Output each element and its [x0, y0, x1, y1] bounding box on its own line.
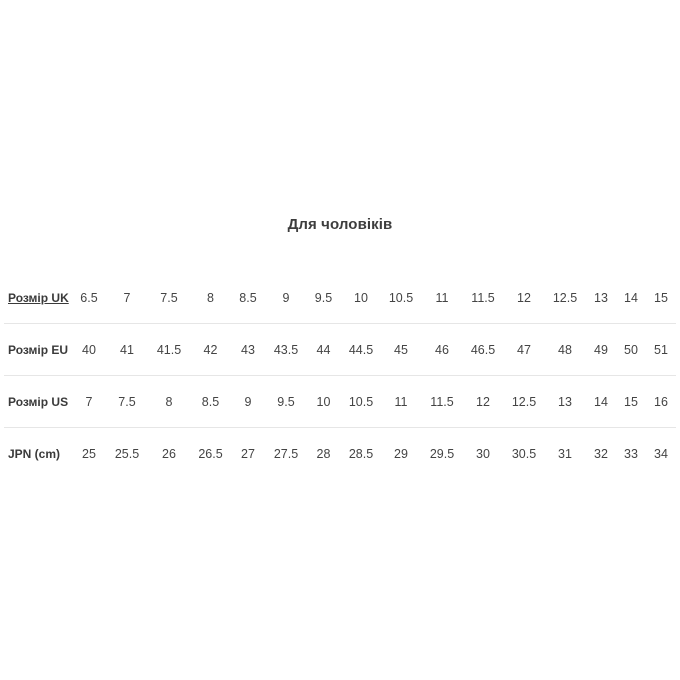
- table-cell: 44.5: [342, 324, 380, 376]
- table-cell: 49: [586, 324, 616, 376]
- table-cell: 12: [517, 290, 531, 305]
- table-cell: 34: [646, 428, 676, 480]
- table-cell: 10: [354, 290, 368, 305]
- table-cell: 12: [462, 376, 504, 428]
- table-cell: 11: [435, 290, 449, 305]
- table-cell: 12.5: [504, 376, 544, 428]
- table-cell: 47: [504, 324, 544, 376]
- table-cell: 16: [646, 376, 676, 428]
- table-cell: 51: [646, 324, 676, 376]
- table-cell: 27: [229, 428, 267, 480]
- table-row-eu: [4, 324, 676, 376]
- table-cell: 29.5: [422, 428, 462, 480]
- table-row-jpn: [4, 428, 676, 480]
- table-cell: 8: [146, 376, 192, 428]
- table-cell: 42: [192, 324, 229, 376]
- table-cell: 7: [123, 290, 131, 305]
- table-cell: 13: [594, 290, 608, 305]
- row-label-us: Розмір US: [4, 376, 70, 428]
- table-cell: 12.5: [552, 290, 578, 305]
- table-cell: 50: [616, 324, 646, 376]
- table-cell: 46: [422, 324, 462, 376]
- table-cell: 28.5: [342, 428, 380, 480]
- table-cell: 48: [544, 324, 586, 376]
- table-cell: 44: [305, 324, 342, 376]
- row-label-jpn: JPN (cm): [4, 428, 70, 480]
- table-cell: 7.5: [160, 290, 178, 305]
- table-cell: 14: [586, 376, 616, 428]
- table-cell: 26.5: [192, 428, 229, 480]
- table-cell: 41.5: [146, 324, 192, 376]
- table-cell: 27.5: [267, 428, 305, 480]
- table-cell: 9: [229, 376, 267, 428]
- table-cell: 46.5: [462, 324, 504, 376]
- table-cell: 43: [229, 324, 267, 376]
- table-cell: 9.5: [267, 376, 305, 428]
- table-cell: 43.5: [267, 324, 305, 376]
- table-cell: 11.5: [422, 376, 462, 428]
- table-cell: 10: [305, 376, 342, 428]
- table-cell: 41: [108, 324, 146, 376]
- table-cell: 45: [380, 324, 422, 376]
- table-cell: 8.5: [239, 290, 257, 305]
- table-cell: 15: [616, 376, 646, 428]
- table-cell: 15: [654, 290, 668, 305]
- page-title: Для чоловіків: [287, 216, 393, 233]
- table-cell: 30: [462, 428, 504, 480]
- table-cell: 13: [544, 376, 586, 428]
- table-cell: 11.5: [471, 290, 495, 305]
- table-cell: 30.5: [504, 428, 544, 480]
- table-cell: 10.5: [388, 290, 414, 305]
- table-cell: 14: [624, 290, 638, 305]
- table-cell: 25.5: [108, 428, 146, 480]
- table-cell: 10.5: [342, 376, 380, 428]
- table-cell: 29: [380, 428, 422, 480]
- table-row-us: [4, 376, 676, 428]
- size-chart-table: [4, 272, 676, 479]
- row-label-eu: Розмір EU: [4, 324, 70, 376]
- table-cell: 8.5: [192, 376, 229, 428]
- table-cell: 11: [380, 376, 422, 428]
- table-cell: 33: [616, 428, 646, 480]
- table-cell: 25: [70, 428, 108, 480]
- table-cell: 26: [146, 428, 192, 480]
- table-row-uk: [4, 272, 676, 324]
- table-cell: 9: [282, 290, 290, 305]
- table-cell: 7.5: [108, 376, 146, 428]
- table-cell: 9.5: [314, 290, 333, 305]
- table-cell: 32: [586, 428, 616, 480]
- table-cell: 31: [544, 428, 586, 480]
- table-cell: 28: [305, 428, 342, 480]
- table-cell: 8: [207, 290, 214, 305]
- table-cell: 6.5: [80, 290, 98, 305]
- row-label-uk[interactable]: Розмір UK: [8, 290, 69, 305]
- table-cell: 7: [70, 376, 108, 428]
- table-cell: 40: [70, 324, 108, 376]
